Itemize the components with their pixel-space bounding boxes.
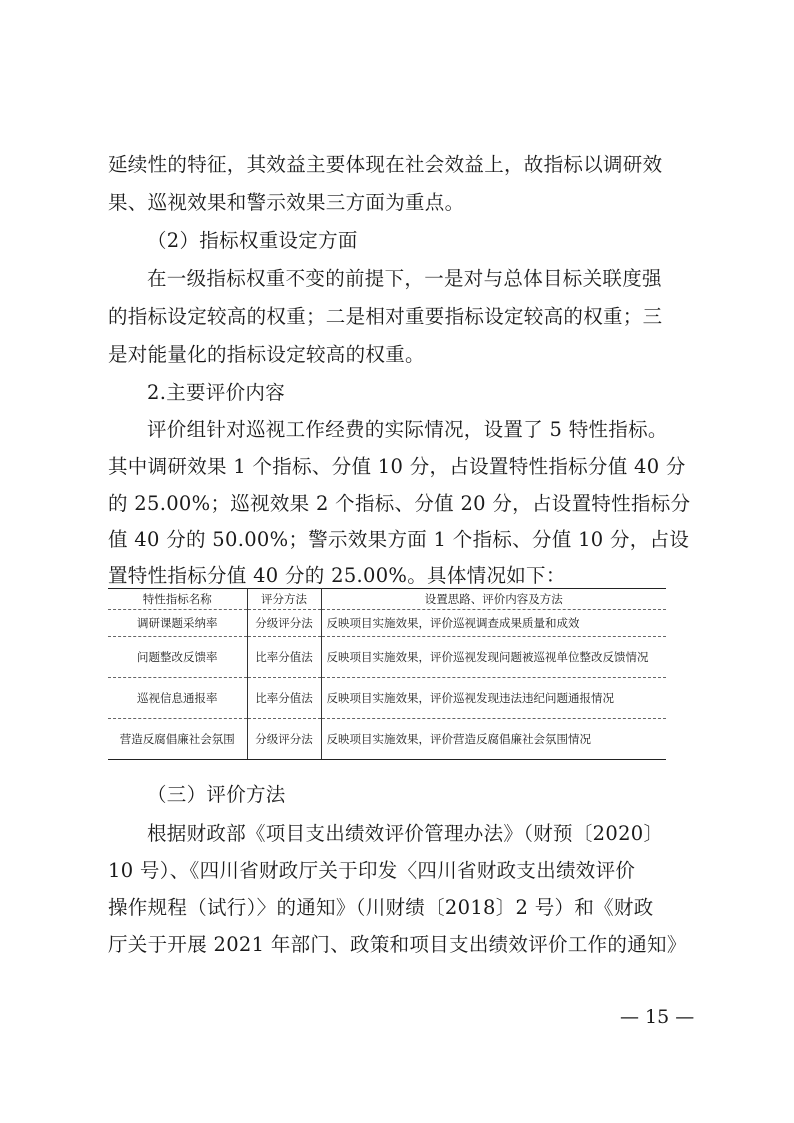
table-row	[108, 678, 666, 719]
paragraph-line: 评价组针对巡视工作经费的实际情况，设置了 5 特性指标。	[147, 418, 668, 441]
paragraph-line: 是对能量化的指标设定较高的权重。	[108, 343, 425, 366]
scoring-method-cell: 比率分值法	[247, 637, 321, 678]
column-header-description: 设置思路、评价内容及方法	[321, 589, 666, 610]
paragraph-line: 值 40 分的 50.00%；警示效果方面 1 个指标、分值 10 分，占设	[108, 528, 690, 551]
table-row	[108, 637, 666, 678]
indicator-name-cell: 问题整改反馈率	[108, 637, 247, 678]
description-cell: 反映项目实施效果，评价巡视发现问题被巡视单位整改反馈情况	[321, 637, 666, 678]
table-header-row	[108, 589, 666, 610]
paragraph-line: 厅关于开展 2021 年部门、政策和项目支出绩效评价工作的通知》	[108, 933, 687, 956]
section-heading: 2.主要评价内容	[147, 381, 286, 404]
column-header-method: 评分方法	[247, 589, 321, 610]
paragraph-line: 根据财政部《项目支出绩效评价管理办法》（财预〔2020〕	[147, 822, 664, 845]
paragraph-line: 在一级指标权重不变的前提下，一是对与总体目标关联度强	[147, 267, 662, 290]
column-header-name: 特性指标名称	[108, 589, 247, 610]
section-heading: （三）评价方法	[147, 783, 286, 806]
section-heading: （2）指标权重设定方面	[147, 229, 358, 252]
paragraph-line: 果、巡视效果和警示效果三方面为重点。	[108, 191, 465, 214]
scoring-method-cell: 分级评分法	[247, 610, 321, 637]
paragraph-line: 延续性的特征，其效益主要体现在社会效益上，故指标以调研效	[108, 153, 663, 176]
paragraph-line: 置特性指标分值 40 分的 25.00%。具体情况如下：	[108, 564, 566, 587]
description-cell: 反映项目实施效果，评价巡视调查成果质量和成效	[321, 610, 666, 637]
indicator-name-cell: 调研课题采纳率	[108, 610, 247, 637]
table-row	[108, 610, 666, 637]
scoring-method-cell: 分级评分法	[247, 719, 321, 760]
description-cell: 反映项目实施效果，评价巡视发现违法违纪问题通报情况	[321, 678, 666, 719]
indicator-table	[108, 588, 666, 760]
paragraph-line: 操作规程（试行）〉的通知》（川财绩〔2018〕2 号）和《财政	[108, 896, 654, 919]
paragraph-line: 的 25.00%；巡视效果 2 个指标、分值 20 分，占设置特性指标分	[108, 492, 691, 515]
table-row	[108, 719, 666, 760]
indicator-name-cell: 巡视信息通报率	[108, 678, 247, 719]
paragraph-line: 的指标设定较高的权重；二是相对重要指标设定较高的权重；三	[108, 305, 663, 328]
page-number: — 15 —	[620, 1006, 695, 1028]
paragraph-line: 其中调研效果 1 个指标、分值 10 分，占设置特性指标分值 40 分	[108, 455, 686, 478]
scoring-method-cell: 比率分值法	[247, 678, 321, 719]
indicator-name-cell: 营造反腐倡廉社会氛围	[108, 719, 247, 760]
description-cell: 反映项目实施效果，评价营造反腐倡廉社会氛围情况	[321, 719, 666, 760]
paragraph-line: 10 号）、《四川省财政厅关于印发〈四川省财政支出绩效评价	[108, 859, 636, 882]
